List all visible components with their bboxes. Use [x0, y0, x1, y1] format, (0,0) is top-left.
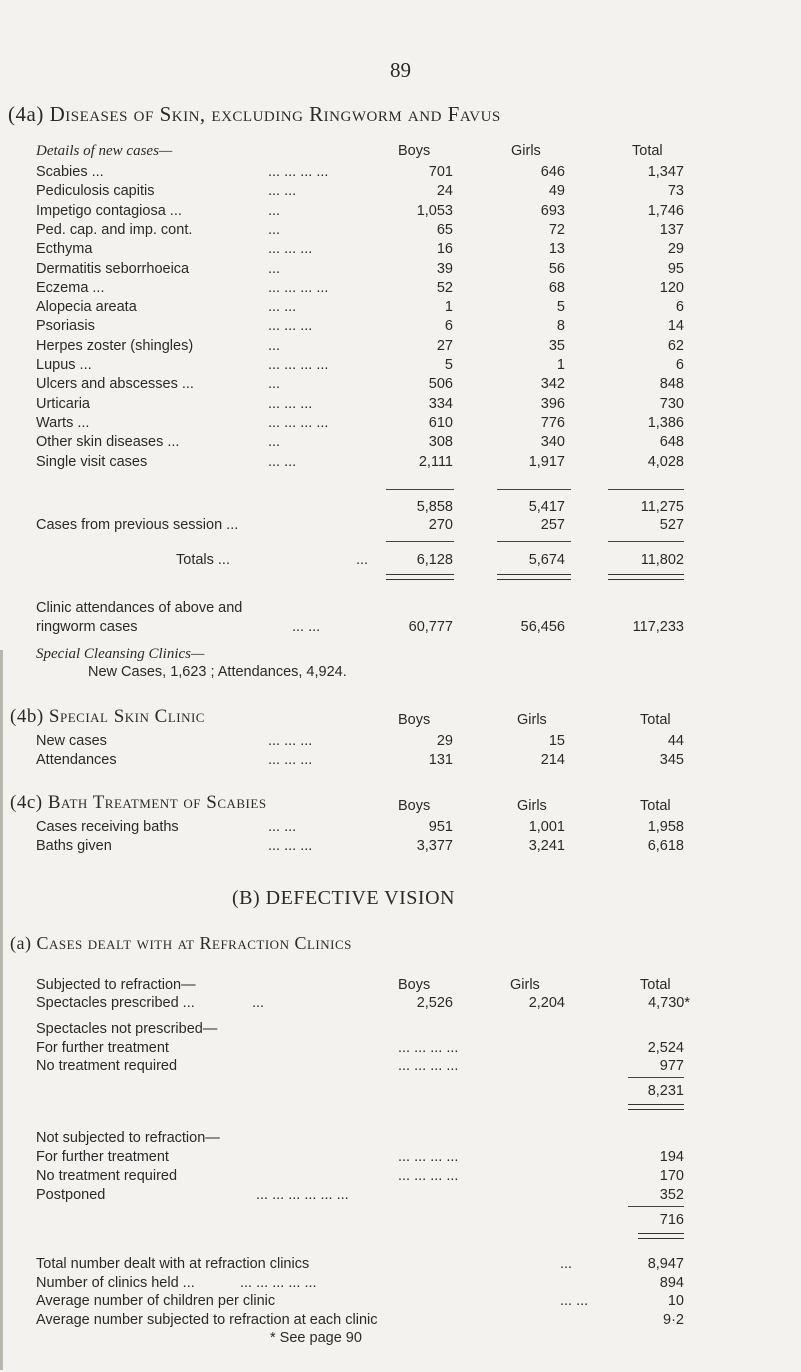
row-dots: ... ... — [268, 299, 297, 316]
section-4a-title — [8, 102, 501, 127]
row-label: Attendances — [36, 752, 117, 768]
table-row — [0, 454, 801, 474]
row-girls: 396 — [540, 395, 565, 412]
previous-girls: 257 — [540, 517, 565, 533]
section-4c-prefix: (4c) — [10, 792, 43, 813]
sum1-double-rule — [628, 1104, 684, 1110]
previous-session-label: Cases from previous session ... — [36, 517, 239, 533]
row-girls: 3,241 — [528, 838, 565, 854]
header-total: Total — [640, 798, 671, 814]
row-label: Alopecia areata — [36, 299, 137, 316]
summary-row — [0, 1256, 801, 1276]
table-row — [0, 222, 801, 242]
section-4a-prefix: (4a) — [8, 102, 44, 126]
summary-label: Total number dealt with at refraction clinics — [36, 1256, 310, 1272]
header-total: Total — [640, 977, 671, 993]
special-cleansing-row — [0, 664, 801, 684]
section-4b-prefix: (4b) — [10, 706, 44, 727]
table-row — [0, 164, 801, 184]
further-treatment-dots: ... ... ... ... — [398, 1040, 459, 1056]
row-label: Ulcers and abscesses ... — [36, 376, 194, 393]
header-boys: Boys — [398, 143, 431, 159]
section-4a-header-row — [0, 143, 801, 163]
sum1-row — [0, 1083, 801, 1103]
summary-row — [0, 1275, 801, 1295]
no-treatment-dots: ... ... ... ... — [398, 1058, 459, 1074]
table-row — [0, 376, 801, 396]
row-boys: 3,377 — [416, 838, 453, 854]
prescribed-total: 4,730* — [648, 995, 690, 1011]
clinic-attendances-label-1: Clinic attendances of above and — [36, 600, 243, 616]
summary-dots: ... ... — [560, 1293, 589, 1309]
row-girls: 1,917 — [528, 453, 565, 470]
subtotal-rule-total — [608, 489, 684, 490]
further-treatment-row — [0, 1040, 801, 1060]
row-dots: ... ... ... ... — [268, 279, 329, 296]
spectacles-prescribed-label: Spectacles prescribed ... — [36, 995, 195, 1011]
table-row — [0, 241, 801, 261]
row-girls: 35 — [548, 337, 565, 354]
subtotal-girls: 5,417 — [528, 499, 565, 515]
sum2-rule — [628, 1206, 684, 1207]
row-dots: ... ... ... — [268, 395, 313, 412]
header-total: Total — [640, 712, 671, 728]
header-girls: Girls — [517, 798, 547, 814]
row-label: Warts ... — [36, 414, 90, 431]
section-4b-heading: Special Skin Clinic — [48, 706, 205, 727]
sum2-row — [0, 1212, 801, 1232]
special-cleansing-label-row — [0, 646, 801, 666]
summary-value: 10 — [667, 1293, 684, 1309]
row-total: 848 — [659, 376, 684, 393]
ns-postponed-row — [0, 1187, 801, 1207]
row-dots: ... — [268, 221, 281, 238]
row-girls: 214 — [540, 752, 565, 768]
header-girls: Girls — [517, 712, 547, 728]
row-label: Single visit cases — [36, 453, 148, 470]
ns-no-treatment-row — [0, 1168, 801, 1188]
row-boys: 16 — [436, 241, 453, 258]
summary-value: 8,947 — [647, 1256, 684, 1272]
not-subjected-label: Not subjected to refraction— — [36, 1130, 220, 1146]
clinic-girls: 56,456 — [520, 619, 565, 635]
row-total: 648 — [659, 434, 684, 451]
row-girls: 56 — [548, 260, 565, 277]
table-row — [0, 318, 801, 338]
header-boys: Boys — [398, 712, 431, 728]
row-label: Baths given — [36, 838, 112, 854]
totals-row — [0, 552, 801, 572]
row-boys: 951 — [428, 819, 453, 835]
row-label: Herpes zoster (shingles) — [36, 337, 194, 354]
ns-further-row — [0, 1149, 801, 1169]
totals-double-rule-girls — [497, 574, 571, 580]
row-total: 6 — [675, 299, 684, 316]
row-girls: 776 — [540, 414, 565, 431]
row-total: 730 — [659, 395, 684, 412]
summary-row — [0, 1293, 801, 1313]
row-label: Psoriasis — [36, 318, 95, 335]
further-treatment-total: 2,524 — [647, 1040, 684, 1056]
summary-value: 9·2 — [663, 1311, 684, 1328]
row-total: 1,347 — [647, 164, 684, 180]
header-girls: Girls — [510, 977, 540, 993]
subtotal-rule-boys — [386, 489, 454, 490]
section-4a-heading: Diseases of Skin, excluding Ringworm and Favus — [49, 102, 501, 126]
row-boys: 29 — [436, 733, 453, 749]
previous-total: 527 — [659, 517, 684, 533]
row-total: 1,746 — [647, 202, 684, 219]
row-label: Other skin diseases ... — [36, 434, 180, 451]
prescribed-girls: 2,204 — [528, 995, 565, 1011]
sum2-double-rule — [638, 1233, 684, 1239]
row-dots: ... ... ... — [268, 838, 313, 854]
section-4c-heading: Bath Treatment of Scabies — [47, 792, 267, 813]
row-girls: 15 — [548, 733, 565, 749]
row-total: 44 — [667, 733, 684, 749]
table-row — [0, 299, 801, 319]
row-label: Ecthyma — [36, 241, 93, 258]
row-dots: ... — [268, 376, 281, 393]
further-treatment-label: For further treatment — [36, 1040, 169, 1056]
row-total: 73 — [667, 183, 684, 200]
row-total: 1,958 — [647, 819, 684, 835]
no-treatment-row — [0, 1058, 801, 1078]
table-row — [0, 280, 801, 300]
row-boys: 701 — [428, 164, 453, 180]
row-boys: 24 — [436, 183, 453, 200]
section-b-title: (B) DEFECTIVE VISION — [232, 887, 455, 909]
row-label: New cases — [36, 733, 107, 749]
ns-no-treatment-total: 170 — [659, 1168, 684, 1184]
totals-rule-boys — [386, 541, 454, 542]
row-dots: ... ... — [268, 183, 297, 200]
totals-boys: 6,128 — [416, 552, 453, 568]
ns-further-label: For further treatment — [36, 1149, 169, 1165]
row-label: Cases receiving baths — [36, 819, 179, 835]
subtotal-boys: 5,858 — [416, 499, 453, 515]
sum2-total: 716 — [659, 1212, 684, 1228]
table-row — [0, 434, 801, 454]
row-dots: ... ... ... — [268, 241, 313, 258]
footnote: * See page 90 — [270, 1330, 362, 1346]
special-cleansing-text: New Cases, 1,623 ; Attendances, 4,924. — [88, 664, 347, 680]
row-boys: 5 — [444, 357, 453, 373]
row-boys: 65 — [436, 221, 453, 238]
page-number: 89 — [390, 58, 411, 82]
row-dots: ... ... ... — [268, 752, 313, 768]
row-dots: ... — [268, 260, 281, 277]
row-girls: 1,001 — [528, 819, 565, 835]
row-dots: ... ... ... ... — [268, 164, 329, 180]
row-boys: 1 — [444, 299, 453, 316]
table-row — [0, 838, 801, 858]
special-cleansing-label: Special Cleansing Clinics— — [36, 646, 205, 662]
row-dots: ... ... ... ... — [268, 414, 329, 431]
row-total: 14 — [667, 318, 684, 335]
totals-double-rule-total — [608, 574, 684, 580]
header-boys: Boys — [398, 798, 431, 814]
ns-further-total: 194 — [659, 1149, 684, 1165]
row-boys: 27 — [436, 337, 453, 354]
row-boys: 1,053 — [416, 202, 453, 219]
summary-dots: ... — [560, 1256, 573, 1272]
ns-postponed-label: Postponed — [36, 1187, 106, 1203]
row-girls: 1 — [556, 357, 565, 373]
summary-label: Number of clinics held ... — [36, 1274, 195, 1291]
ns-no-treatment-dots: ... ... ... ... — [398, 1168, 459, 1184]
subtotal-row — [0, 499, 801, 519]
sum1-rule — [628, 1077, 684, 1078]
row-girls: 13 — [548, 241, 565, 258]
row-girls: 68 — [548, 279, 565, 296]
row-label: Pediculosis capitis — [36, 183, 155, 200]
row-dots: ... — [268, 202, 281, 219]
section-b-a-heading: Cases dealt with at Refraction Clinics — [36, 933, 352, 953]
row-label: Urticaria — [36, 395, 90, 412]
row-label: Impetigo contagiosa ... — [36, 202, 182, 219]
row-label: Lupus ... — [36, 357, 92, 373]
row-label: Eczema ... — [36, 279, 105, 296]
details-label: Details of new cases— — [36, 143, 173, 159]
row-label: Scabies ... — [36, 164, 104, 180]
not-subjected-label-row — [0, 1130, 801, 1150]
previous-boys: 270 — [428, 517, 453, 533]
table-row — [0, 183, 801, 203]
row-total: 120 — [659, 279, 684, 296]
row-dots: ... ... ... — [268, 733, 313, 749]
header-total: Total — [632, 143, 663, 159]
row-girls: 693 — [540, 202, 565, 219]
row-boys: 39 — [436, 260, 453, 277]
ns-postponed-dots: ... ... ... ... ... ... — [256, 1187, 349, 1203]
subtotal-rule-girls — [497, 489, 571, 490]
row-total: 1,386 — [647, 414, 684, 431]
row-label: Dermatitis seborrhoeica — [36, 260, 190, 277]
row-girls: 49 — [548, 183, 565, 200]
clinic-total: 117,233 — [632, 619, 684, 635]
row-label: Ped. cap. and imp. cont. — [36, 221, 193, 238]
row-boys: 308 — [428, 434, 453, 451]
clinic-boys: 60,777 — [408, 619, 453, 635]
row-boys: 52 — [436, 279, 453, 296]
ns-further-dots: ... ... ... ... — [398, 1149, 459, 1165]
table-row — [0, 396, 801, 416]
clinic-attendances-label-2: ringworm cases — [36, 619, 138, 635]
row-total: 6 — [675, 357, 684, 373]
table-row — [0, 752, 801, 772]
totals-rule-total — [608, 541, 684, 542]
not-prescribed-label-row — [0, 1021, 801, 1041]
clinic-attendances-dots: ... ... — [292, 619, 321, 635]
row-boys: 131 — [428, 752, 453, 768]
row-total: 29 — [667, 241, 684, 258]
totals-total: 11,802 — [640, 552, 684, 568]
header-girls: Girls — [511, 143, 541, 159]
row-dots: ... ... — [268, 819, 297, 835]
totals-girls: 5,674 — [528, 552, 565, 568]
row-total: 95 — [667, 260, 684, 277]
table-row — [0, 261, 801, 281]
row-girls: 72 — [548, 221, 565, 238]
summary-label: Average number of children per clinic — [36, 1293, 276, 1309]
row-boys: 6 — [444, 318, 453, 335]
footnote-row — [0, 1330, 801, 1350]
subjected-header-row — [0, 977, 801, 997]
row-dots: ... ... — [268, 453, 297, 470]
spectacles-prescribed-dots: ... — [252, 995, 265, 1011]
summary-label: Average number subjected to refraction at each clinic — [36, 1311, 378, 1328]
ns-postponed-total: 352 — [659, 1187, 684, 1203]
row-girls: 646 — [540, 164, 565, 180]
row-boys: 506 — [428, 376, 453, 393]
row-boys: 2,111 — [418, 453, 453, 470]
clinic-attendances-row — [0, 619, 801, 639]
row-dots: ... ... ... — [268, 318, 313, 335]
row-girls: 8 — [556, 318, 565, 335]
section-b-a-prefix: (a) — [10, 933, 32, 953]
row-boys: 610 — [428, 414, 453, 431]
table-row — [0, 415, 801, 435]
table-row — [0, 338, 801, 358]
totals-rule-girls — [497, 541, 571, 542]
section-b-a-title — [10, 933, 352, 954]
row-girls: 342 — [540, 376, 565, 393]
totals-double-rule-boys — [386, 574, 454, 580]
row-dots: ... — [268, 337, 281, 354]
table-row — [0, 203, 801, 223]
subtotal-total: 11,275 — [640, 499, 684, 515]
ns-no-treatment-label: No treatment required — [36, 1168, 178, 1184]
no-treatment-label: No treatment required — [36, 1058, 178, 1074]
section-4b-headers — [0, 712, 801, 732]
section-4c-headers — [0, 798, 801, 818]
row-total: 137 — [659, 221, 684, 238]
row-total: 345 — [659, 752, 684, 768]
row-girls: 5 — [556, 299, 565, 316]
row-boys: 334 — [428, 395, 453, 412]
totals-label: Totals ... — [176, 552, 230, 568]
no-treatment-total: 977 — [659, 1058, 684, 1074]
prescribed-boys: 2,526 — [416, 995, 453, 1011]
previous-session-row — [0, 517, 801, 537]
row-total: 6,618 — [647, 838, 684, 854]
spectacles-prescribed-row — [0, 995, 801, 1015]
table-row — [0, 357, 801, 377]
header-boys: Boys — [398, 977, 431, 993]
table-row — [0, 733, 801, 753]
summary-row — [0, 1312, 801, 1332]
subjected-label: Subjected to refraction— — [36, 977, 196, 993]
totals-dots: ... — [356, 552, 369, 568]
not-prescribed-label: Spectacles not prescribed— — [36, 1021, 218, 1037]
table-row — [0, 819, 801, 839]
clinic-attendances-label-row — [0, 600, 801, 620]
row-girls: 340 — [540, 434, 565, 451]
summary-dots: ... ... ... ... ... — [240, 1274, 317, 1291]
row-total: 4,028 — [647, 453, 684, 470]
row-total: 62 — [667, 337, 684, 354]
row-dots: ... ... ... ... — [268, 357, 329, 373]
sum1-total: 8,231 — [647, 1083, 684, 1099]
summary-value: 894 — [659, 1274, 684, 1291]
row-dots: ... — [268, 434, 281, 451]
